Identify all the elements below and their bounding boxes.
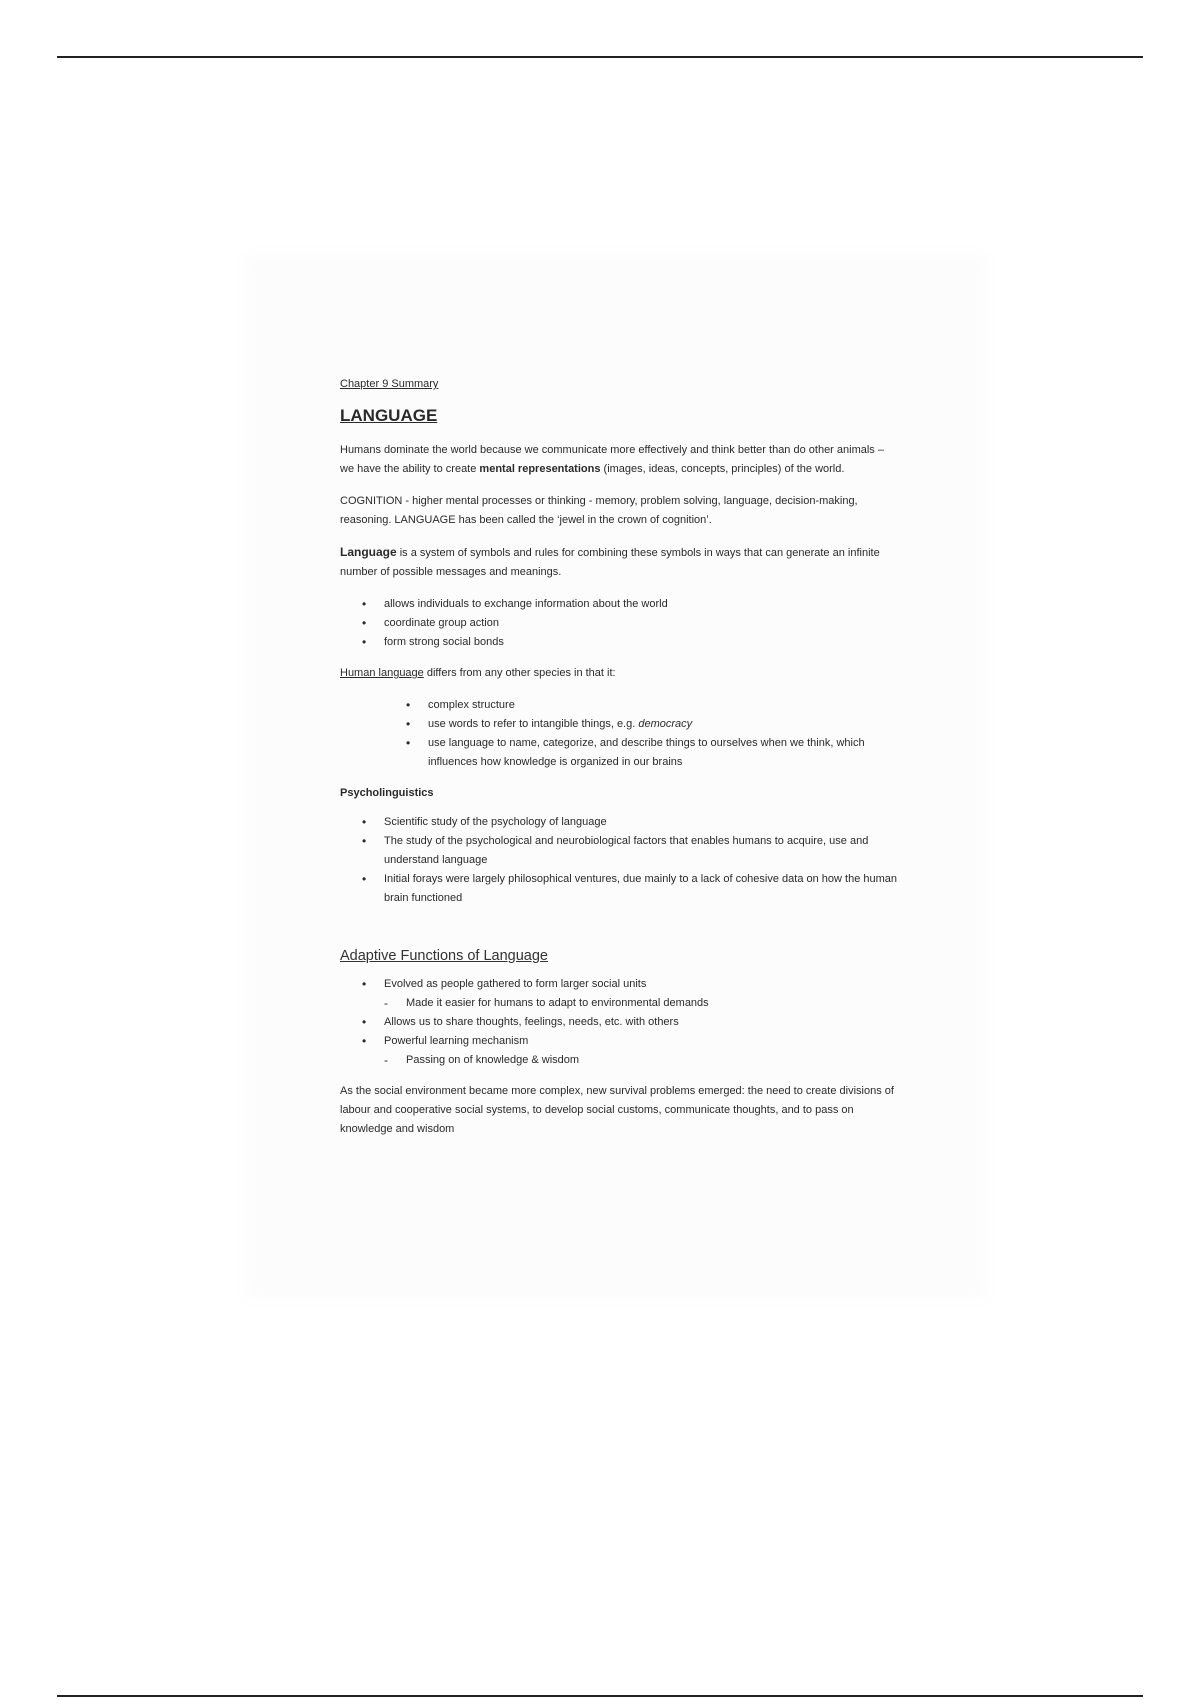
list-item: • complex structure (340, 696, 900, 715)
list-item: • Initial forays were largely philosophical ventures, due mainly to a lack of cohesive data on how the human brain functioned (340, 870, 900, 908)
sub-list-item: - Made it easier for humans to adapt to environmental demands (340, 994, 900, 1013)
sub-list-item: - Passing on of knowledge & wisdom (340, 1051, 900, 1070)
list-item: • Evolved as people gathered to form larger social units (340, 975, 900, 994)
intro-text-end: (images, ideas, concepts, principles) of the world. (600, 463, 845, 475)
human-language-bullet-list (340, 696, 900, 772)
closing-paragraph: As the social environment became more complex, new survival problems emerged: the need to create divisions of labour and cooperative social systems, to develop social customs, communicate thoughts, and to pass on knowledge and wisdom (340, 1085, 894, 1135)
list-item-italic: democracy (638, 718, 693, 730)
human-language-paragraph (340, 664, 900, 683)
language-definition (340, 543, 900, 582)
human-language-text: differs from any other species in that it: (423, 667, 616, 679)
list-item: • The study of the psychological and neurobiological factors that enables humans to acquire, use and understand language (340, 832, 900, 870)
list-item (340, 715, 900, 734)
list-item: • Powerful learning mechanism (340, 1032, 900, 1051)
intro-text-start: Humans dominate the world because we communicate more effectively and think better than do other animals – we have the ability to create (340, 444, 884, 475)
human-language-term: Human language (340, 667, 424, 679)
adaptive-functions-heading: Adaptive Functions of Language (340, 948, 548, 964)
list-item: • form strong social bonds (340, 633, 900, 652)
list-item: • coordinate group action (340, 614, 900, 633)
adaptive-bullet-list (340, 975, 900, 1070)
list-item: • Scientific study of the psychology of language (340, 813, 900, 832)
list-item: • Allows us to share thoughts, feelings, needs, etc. with others (340, 1013, 900, 1032)
language-definition-text: is a system of symbols and rules for combining these symbols in ways that can generate an infinite number of possible messages and meanings. (340, 547, 880, 578)
cognition-paragraph: COGNITION - higher mental processes or thinking - memory, problem solving, language, decision-making, reasoning. LANGUAGE has been called the ‘jewel in the crown of cognition’. (340, 495, 858, 526)
document-content (340, 375, 900, 1152)
list-item: • allows individuals to exchange information about the world (340, 595, 900, 614)
list-item-text: use words to refer to intangible things, e.g. (428, 718, 639, 730)
language-bullet-list (340, 595, 900, 652)
intro-bold-term: mental representations (479, 463, 601, 475)
psycholinguistics-bullet-list (340, 813, 900, 908)
list-item: • use language to name, categorize, and describe things to ourselves when we think, which influences how knowledge is organized in our brains (340, 734, 900, 772)
top-rule (57, 56, 1143, 58)
psycholinguistics-heading: Psycholinguistics (340, 787, 434, 799)
chapter-label: Chapter 9 Summary (340, 378, 439, 390)
bottom-rule (57, 1695, 1143, 1697)
document-title: LANGUAGE (340, 406, 438, 425)
language-term: Language (340, 545, 397, 559)
intro-paragraph (340, 441, 900, 479)
